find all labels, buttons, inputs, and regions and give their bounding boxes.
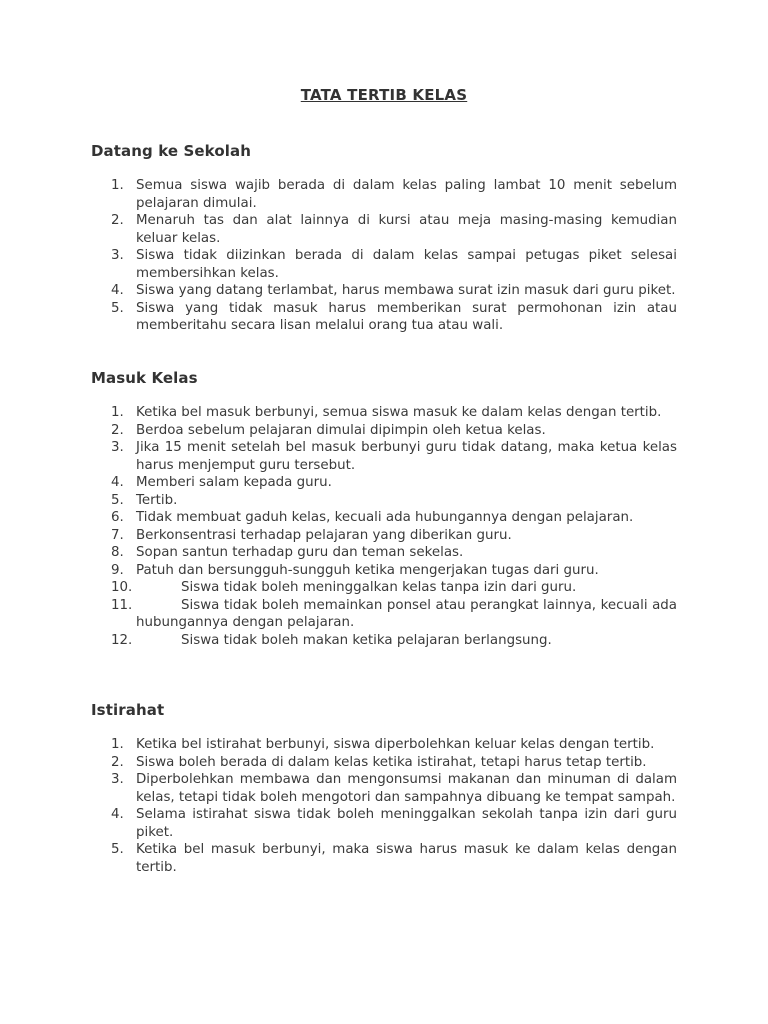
list-item-number: 4.	[111, 283, 124, 298]
list-item-number: 1.	[111, 178, 124, 193]
list-item-text: Ketika bel masuk berbunyi, maka siswa harus masuk ke dalam kelas dengan tertib.	[136, 842, 677, 875]
list-item	[91, 509, 677, 527]
list-item	[91, 544, 677, 562]
document-title: TATA TERTIB KELAS	[300, 86, 468, 104]
list-item-text: Berkonsentrasi terhadap pelajaran yang diberikan guru.	[136, 527, 512, 543]
list-item-number: 3.	[111, 440, 124, 455]
list-item	[91, 212, 677, 247]
list-item	[91, 439, 677, 474]
list-item	[91, 841, 677, 876]
list-item	[91, 771, 677, 806]
list-item-text: Sopan santun terhadap guru dan teman sekelas.	[136, 545, 464, 560]
list-item-text: Tertib.	[136, 492, 178, 508]
list-item-text: Diperbolehkan membawa dan mengonsumsi makanan dan minuman di dalam kelas, tetapi tidak boleh mengotori dan sampahnya dibuang ke tempat sampah.	[136, 772, 677, 805]
list-item	[91, 754, 677, 772]
list-item	[91, 562, 677, 580]
list-item	[91, 282, 677, 300]
section-heading-istirahat: Istirahat	[91, 701, 165, 719]
list-item	[91, 632, 677, 650]
list-item-text: Siswa tidak boleh makan ketika pelajaran berlangsung.	[181, 632, 552, 648]
list-item	[91, 579, 677, 597]
list-item-number: 2.	[111, 754, 124, 770]
list-item-number: 11.	[111, 597, 133, 613]
list-item-text: Siswa boleh berada di dalam kelas ketika istirahat, tetapi harus tetap tertib.	[136, 754, 647, 770]
list-item	[91, 177, 677, 212]
list-item-number: 12.	[111, 632, 133, 648]
section-heading-masuk-kelas: Masuk Kelas	[91, 369, 198, 387]
list-item-number: 1.	[111, 737, 124, 752]
list-item-text: Patuh dan bersungguh-sungguh ketika mengerjakan tugas dari guru.	[136, 562, 599, 578]
list-item-number: 5.	[111, 492, 124, 508]
list-item-number: 3.	[111, 772, 124, 787]
list-item-number: 7.	[111, 527, 124, 543]
list-item-text: Siswa tidak diizinkan berada di dalam kelas sampai petugas piket selesai membersihkan kelas.	[136, 248, 677, 281]
list-item	[91, 527, 677, 545]
list-item	[91, 422, 677, 440]
list-item-text: Jika 15 menit setelah bel masuk berbunyi guru tidak datang, maka ketua kelas harus menjemput guru tersebut.	[136, 440, 677, 473]
list-item-number: 2.	[111, 422, 124, 438]
list-item	[91, 597, 677, 632]
list-item-number: 4.	[111, 807, 124, 822]
section-heading-datang-ke-sekolah: Datang ke Sekolah	[91, 142, 251, 160]
list-item-number: 6.	[111, 510, 124, 525]
list-item	[91, 736, 677, 754]
list-item-text: Menaruh tas dan alat lainnya di kursi atau meja masing-masing kemudian keluar kelas.	[136, 213, 677, 246]
list-item-number: 3.	[111, 248, 124, 263]
list-item	[91, 404, 677, 422]
list-item-number: 4.	[111, 475, 124, 490]
rule-list-istirahat	[91, 736, 677, 876]
list-item-number: 9.	[111, 562, 124, 578]
list-item	[91, 492, 677, 510]
list-item	[91, 474, 677, 492]
list-item-number: 1.	[111, 405, 124, 420]
list-item-text: Memberi salam kepada guru.	[136, 475, 332, 490]
list-item-number: 10.	[111, 580, 133, 595]
list-item	[91, 806, 677, 841]
list-item-number: 2.	[111, 213, 124, 228]
list-item-number: 5.	[111, 300, 124, 316]
list-item-number: 5.	[111, 842, 124, 857]
list-item	[91, 300, 677, 335]
list-item-text: Ketika bel istirahat berbunyi, siswa diperbolehkan keluar kelas dengan tertib.	[136, 737, 655, 752]
list-item-number: 8.	[111, 545, 124, 560]
list-item-text: Semua siswa wajib berada di dalam kelas paling lambat 10 menit sebelum pelajaran dimulai.	[136, 178, 677, 211]
list-item	[91, 247, 677, 282]
list-item-text: Siswa tidak boleh memainkan ponsel atau perangkat lainnya, kecuali ada hubungannya dengan pelajaran.	[136, 597, 677, 630]
list-item-text: Siswa tidak boleh meninggalkan kelas tanpa izin dari guru.	[181, 580, 577, 595]
list-item-text: Ketika bel masuk berbunyi, semua siswa masuk ke dalam kelas dengan tertib.	[136, 405, 662, 420]
rule-list-masuk-kelas	[91, 404, 677, 649]
list-item-text: Berdoa sebelum pelajaran dimulai dipimpin oleh ketua kelas.	[136, 422, 546, 438]
list-item-text: Tidak membuat gaduh kelas, kecuali ada hubungannya dengan pelajaran.	[136, 510, 634, 525]
list-item-text: Siswa yang datang terlambat, harus membawa surat izin masuk dari guru piket.	[136, 283, 676, 298]
list-item-text: Selama istirahat siswa tidak boleh meninggalkan sekolah tanpa izin dari guru piket.	[136, 807, 677, 840]
list-item-text: Siswa yang tidak masuk harus memberikan surat permohonan izin atau memberitahu secara lisan melalui orang tua atau wali.	[136, 300, 677, 333]
rule-list-datang-ke-sekolah	[91, 177, 677, 335]
